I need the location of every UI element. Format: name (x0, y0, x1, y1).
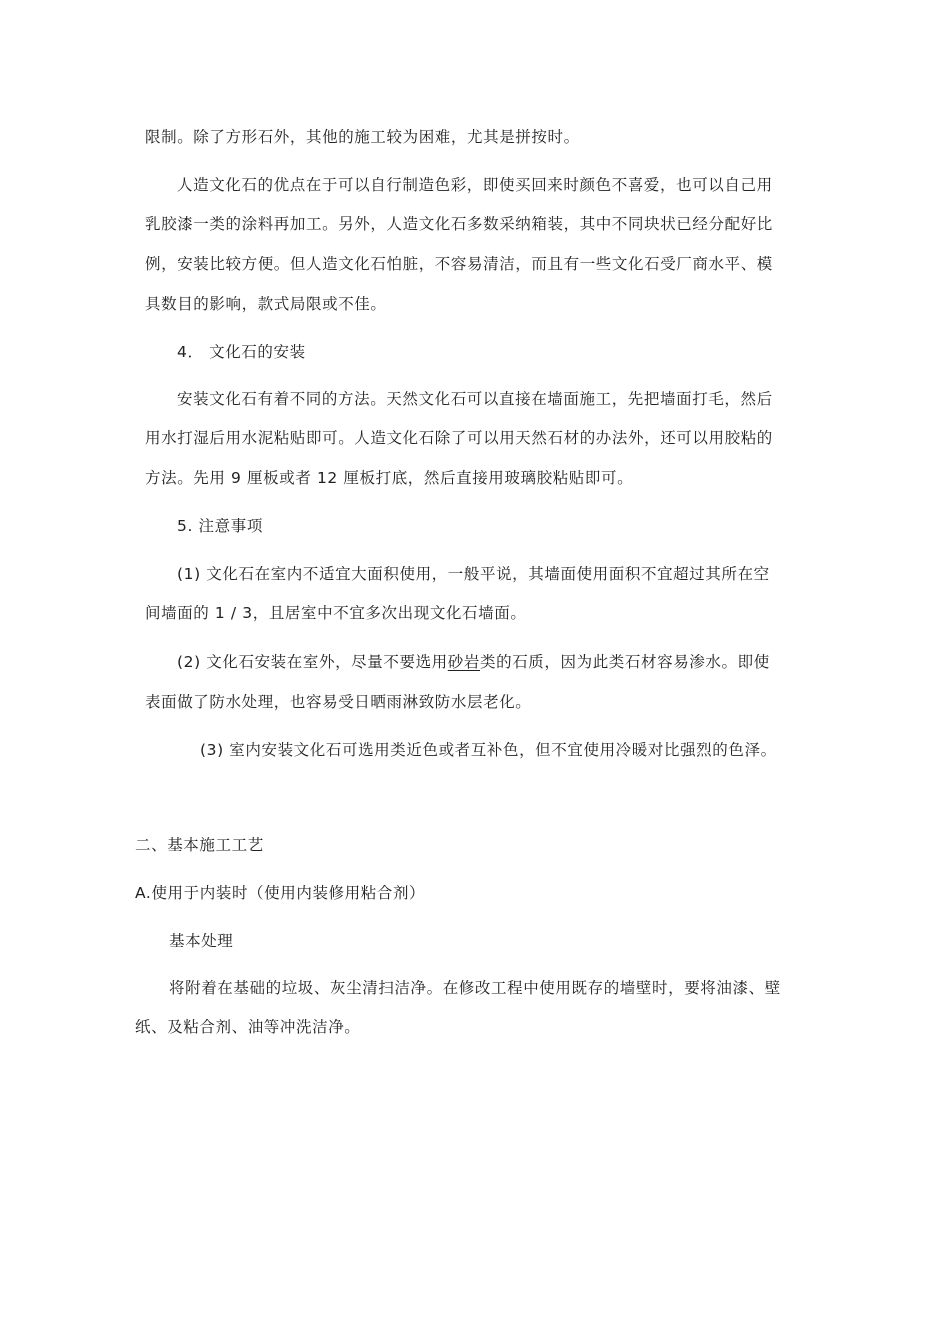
note-2-underlined-term: 砂岩 (447, 653, 480, 671)
note-2-text-before: (2) 文化石安装在室外，尽量不要选用 (177, 653, 448, 671)
paragraph-2-line-4: 具数目的影响，款式局限或不佳。 (145, 295, 387, 313)
note-2-line-2: 表面做了防水处理，也容易受日晒雨淋致防水层老化。 (145, 693, 532, 711)
paragraph-3-line-1: 安装文化石有着不同的方法。天然文化石可以直接在墙面施工，先把墙面打毛，然后 (177, 390, 773, 408)
paragraph-2-line-1: 人造文化石的优点在于可以自行制造色彩，即使买回来时颜色不喜爱，也可以自己用 (177, 176, 773, 194)
paragraph-4-line-1: 将附着在基础的垃圾、灰尘清扫洁净。在修改工程中使用既存的墙壁时，要将油漆、壁 (169, 979, 781, 997)
paragraph-3-line-3: 方法。先用 9 厘板或者 12 厘板打底，然后直接用玻璃胶粘贴即可。 (145, 469, 634, 487)
paragraph-2-line-3: 例，安装比较方便。但人造文化石怕脏，不容易清洁，而且有一些文化石受厂商水平、模 (145, 255, 773, 273)
note-1-line-2: 间墙面的 1 / 3，且居室中不宜多次出现文化石墙面。 (145, 604, 527, 622)
note-1-line-1: (1) 文化石在室内不适宜大面积使用，一般平说，其墙面使用面积不宜超过其所在空 (177, 565, 770, 583)
section-heading-4: 4． 文化石的安装 (177, 343, 306, 361)
paragraph-3-line-2: 用水打湿后用水泥粘贴即可。人造文化石除了可以用天然石材的办法外，还可以用胶粘的 (145, 429, 773, 447)
section-2-title: 二、基本施工工艺 (135, 836, 264, 854)
note-3-line-1: (3) 室内安装文化石可选用类近色或者互补色，但不宜使用冷暖对比强烈的色泽。 (200, 741, 777, 759)
note-2-text-after: 类的石质，因为此类石材容易渗水。即使 (480, 653, 770, 671)
note-2-line-1 (177, 652, 770, 672)
paragraph-1-line-1: 限制。除了方形石外，其他的施工较为困难，尤其是拼按时。 (145, 128, 580, 146)
subsection-a-title: A.使用于内装时（使用内装修用粘合剂） (135, 884, 426, 902)
paragraph-4-line-2: 纸、及粘合剂、油等冲洗洁净。 (135, 1018, 361, 1036)
paragraph-2-line-2: 乳胶漆一类的涂料再加工。另外，人造文化石多数采纳箱装，其中不同块状已经分配好比 (145, 215, 773, 233)
section-heading-5: 5. 注意事项 (177, 517, 263, 535)
basic-treatment-title: 基本处理 (169, 932, 234, 950)
